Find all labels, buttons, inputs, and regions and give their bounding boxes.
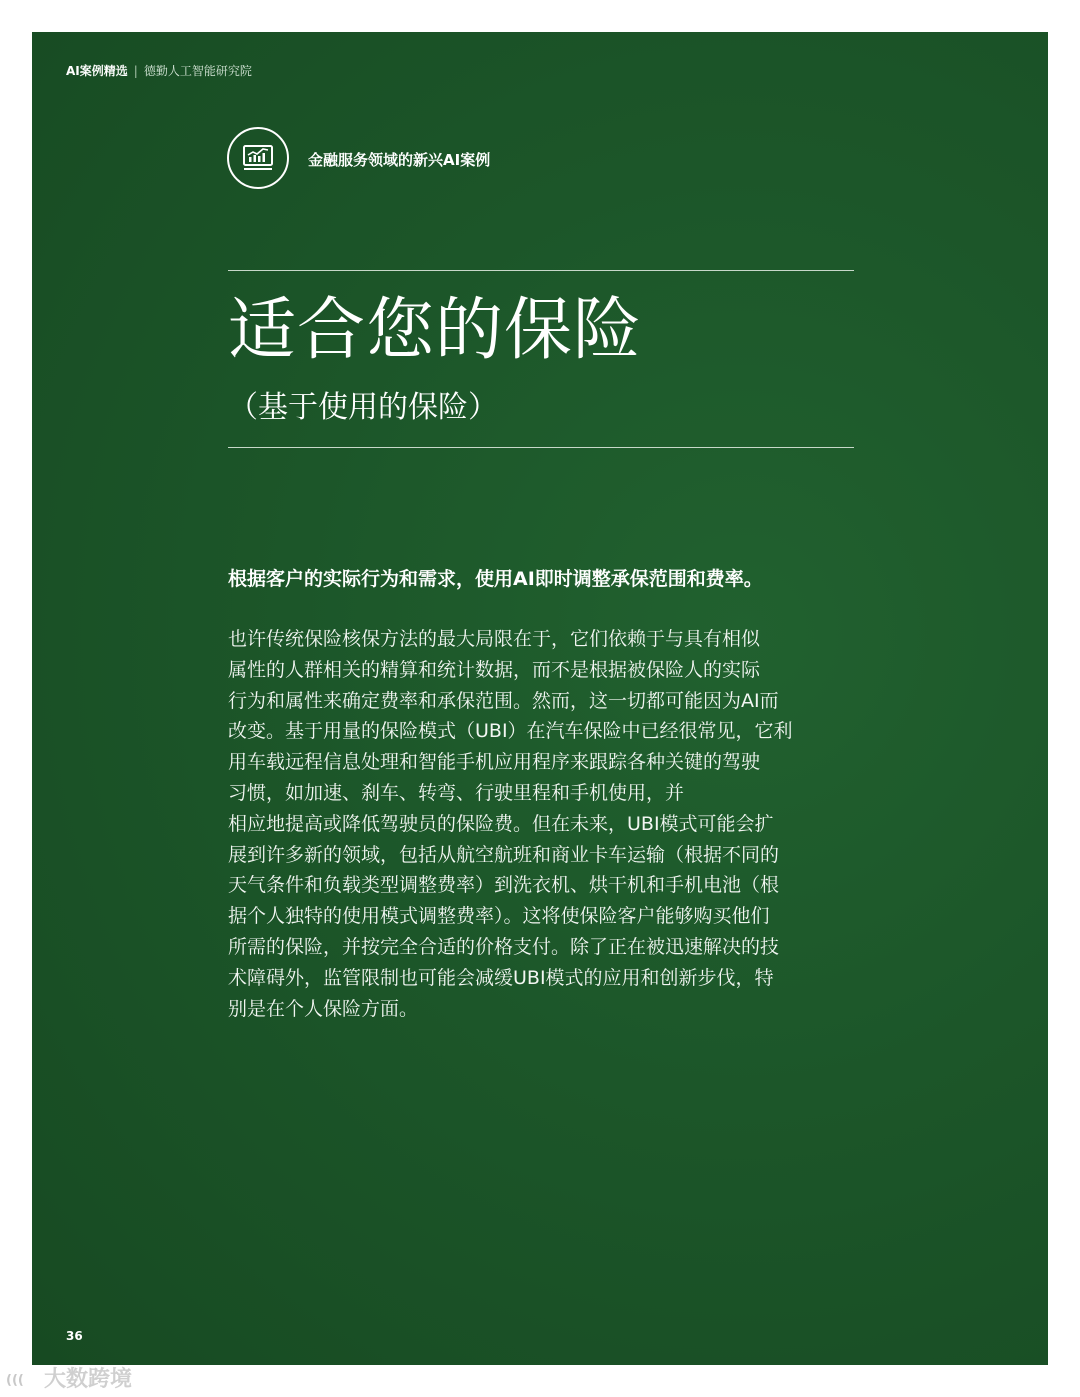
- watermark: [6, 1362, 132, 1393]
- page-title: 适合您的保险: [228, 291, 643, 370]
- body-line: 相应地提高或降低驾驶员的保险费。但在未来，UBI模式可能会扩: [228, 812, 774, 835]
- chart-monitor-icon: [227, 127, 289, 189]
- header-separator: |: [133, 64, 138, 78]
- watermark-text: 大数跨境: [44, 1367, 133, 1392]
- running-header: [66, 62, 252, 79]
- header-publisher: 德勤人工智能研究院: [143, 64, 252, 78]
- body-line: 习惯，如加速、刹车、转弯、行驶里程和手机使用，并: [228, 781, 685, 804]
- body-line: 所需的保险，并按完全合适的价格支付。除了正在被迅速解决的技: [228, 935, 780, 958]
- title-bottom-rule: [228, 447, 854, 448]
- body-line: 行为和属性来确定费率和承保范围。然而，这一切都可能因为AI而: [228, 689, 779, 712]
- body-paragraph: [228, 624, 858, 1024]
- watermark-logo-icon: (((: [6, 1372, 24, 1388]
- body-line: 用车载远程信息处理和智能手机应用程序来跟踪各种关键的驾驶: [228, 751, 761, 774]
- header-brand: AI案例精选: [66, 64, 128, 78]
- body-line: 天气条件和负载类型调整费率）到洗衣机、烘干机和手机电池（根: [228, 874, 780, 897]
- report-page: [32, 32, 1048, 1365]
- page-number: 36: [66, 1329, 83, 1343]
- body-line: 也许传统保险核保方法的最大局限在于，它们依赖于与具有相似: [228, 628, 761, 650]
- section-label: 金融服务领域的新兴AI案例: [308, 151, 491, 169]
- body-line: 改变。基于用量的保险模式（UBI）在汽车保险中已经很常见，它利: [228, 720, 793, 743]
- title-top-rule: [228, 270, 854, 271]
- body-line: 展到许多新的领域，包括从航空航班和商业卡车运输（根据不同的: [228, 843, 780, 866]
- body-line: 属性的人群相关的精算和统计数据，而不是根据被保险人的实际: [228, 658, 761, 681]
- body-line: 据个人独特的使用模式调整费率）。这将使保险客户能够购买他们: [228, 905, 770, 928]
- page-subtitle: （基于使用的保险）: [228, 390, 498, 425]
- body-line: 别是在个人保险方面。: [228, 997, 419, 1020]
- lead-paragraph: 根据客户的实际行为和需求，使用AI即时调整承保范围和费率。: [228, 568, 763, 590]
- body-line: 术障碍外，监管限制也可能会减缓UBI模式的应用和创新步伐，特: [228, 966, 774, 989]
